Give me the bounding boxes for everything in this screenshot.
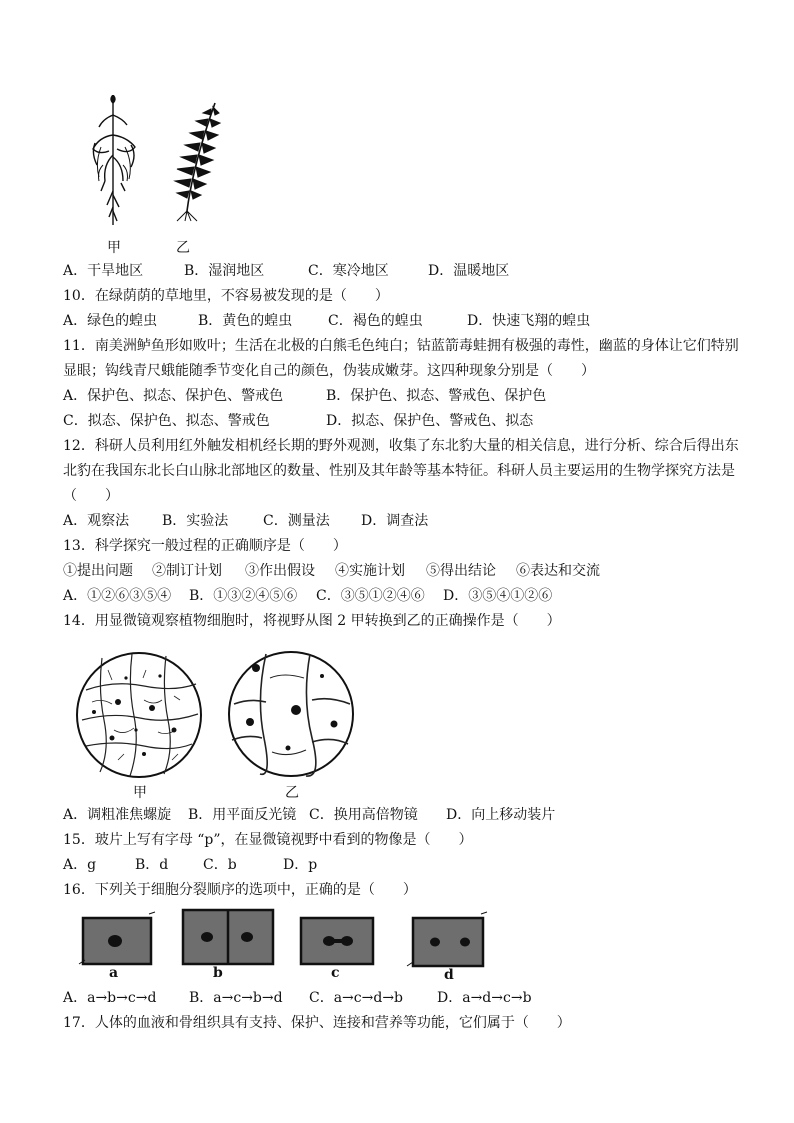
cell-a-drawing xyxy=(79,912,155,964)
cell-label-c: c xyxy=(331,965,340,981)
q14-option-d: D．向上移动装片 xyxy=(446,807,556,823)
field-label-a: 甲 xyxy=(133,785,147,801)
fern-plant-drawing xyxy=(175,103,220,221)
q14-stem: 14．用显微镜观察植物细胞时，将视野从图 2 甲转换到乙的正确操作是（ ） xyxy=(63,613,561,629)
q11-stem-line2: 显眼；钩线青尺蛾能随季节变化自己的颜色，伪装成嫩芽。这四种现象分别是（ ） xyxy=(63,363,595,379)
cell-label-a: a xyxy=(109,965,119,981)
q11-options-row2 xyxy=(63,412,533,430)
microscope-field-a xyxy=(74,650,204,780)
q10-stem: 10．在绿荫荫的草地里，不容易被发现的是（ ） xyxy=(63,288,389,304)
q15-option-d: D．p xyxy=(283,857,318,873)
q15-option-a: A．g xyxy=(63,857,97,873)
cell-division-figure xyxy=(75,906,495,982)
q10-option-a: A．绿色的蝗虫 xyxy=(63,313,158,329)
q9-options xyxy=(63,262,509,280)
q11-option-b: B．保护色、拟态、警戒色、保护色 xyxy=(326,388,547,404)
q11-stem-line1: 11．南美洲鲈鱼形如败叶；生活在北极的白熊毛色纯白；钴蓝箭毒蛙拥有极强的毒性，幽蓝的身体让它们特别 xyxy=(63,338,739,354)
q9-option-d: D．温暖地区 xyxy=(428,263,510,279)
plant-label-a: 甲 xyxy=(107,240,121,256)
cell-label-d: d xyxy=(444,967,454,983)
moss-plant-drawing xyxy=(93,95,135,225)
q12-option-c: C．测量法 xyxy=(263,513,330,529)
q14-options xyxy=(63,806,555,824)
cell-d-drawing xyxy=(407,912,487,966)
q13-options xyxy=(63,587,552,605)
q11-option-d: D．拟态、保护色、警戒色、拟态 xyxy=(326,413,534,429)
q10-options xyxy=(63,312,590,330)
q13-step-5: ⑤得出结论 xyxy=(426,563,496,579)
cell-b-drawing xyxy=(183,910,273,964)
plant-figure xyxy=(75,95,235,235)
q13-stem: 13．科学探究一般过程的正确顺序是（ ） xyxy=(63,538,347,554)
cell-c-drawing xyxy=(301,918,373,964)
q13-option-d: D．③⑤④①②⑥ xyxy=(443,588,553,604)
q9-option-a: A．干旱地区 xyxy=(63,263,144,279)
q11-option-a: A．保护色、拟态、保护色、警戒色 xyxy=(63,388,284,404)
q12-option-b: B．实验法 xyxy=(162,513,229,529)
q13-step-1: ①提出问题 xyxy=(63,563,133,579)
q15-option-b: B．d xyxy=(135,857,169,873)
q15-options xyxy=(63,856,317,874)
q13-option-c: C．③⑤①②④⑥ xyxy=(316,588,425,604)
q9-option-b: B．湿润地区 xyxy=(184,263,265,279)
q14-option-a: A．调粗准焦螺旋 xyxy=(63,807,172,823)
q13-step-3: ③作出假设 xyxy=(245,563,315,579)
q15-option-c: C．b xyxy=(203,857,237,873)
q13-step-2: ②制订计划 xyxy=(152,563,222,579)
q12-stem-line3: （ ） xyxy=(63,488,119,504)
q12-stem-line2: 北豹在我国东北长白山脉北部地区的数量、性别及其年龄等基本特征。科研人员主要运用的生物学探究方法是 xyxy=(63,463,735,479)
q13-option-a: A．①②⑥③⑤④ xyxy=(63,588,172,604)
q10-option-b: B．黄色的蝗虫 xyxy=(198,313,293,329)
q11-options-row1 xyxy=(63,387,546,405)
q12-option-a: A．观察法 xyxy=(63,513,130,529)
q11-option-c: C．拟态、保护色、拟态、警戒色 xyxy=(63,413,270,429)
plant-label-b: 乙 xyxy=(176,240,190,256)
q16-stem: 16．下列关于细胞分裂顺序的选项中，正确的是（ ） xyxy=(63,882,417,898)
q13-step-4: ④实施计划 xyxy=(335,563,405,579)
q16-option-d: D．a→d→c→b xyxy=(437,990,532,1006)
q16-option-c: C．a→c→d→b xyxy=(309,990,404,1006)
q14-option-b: B．用平面反光镜 xyxy=(188,807,297,823)
q12-option-d: D．调查法 xyxy=(361,513,429,529)
q14-option-c: C．换用高倍物镜 xyxy=(309,807,418,823)
microscope-field-b xyxy=(226,648,356,780)
q13-option-b: B．①③②④⑤⑥ xyxy=(189,588,298,604)
cell-label-b: b xyxy=(213,965,223,981)
q13-steps xyxy=(63,562,600,580)
q9-option-c: C．寒冷地区 xyxy=(308,263,389,279)
q13-step-6: ⑥表达和交流 xyxy=(516,563,600,579)
q12-options xyxy=(63,512,428,530)
q10-option-c: C．褐色的蝗虫 xyxy=(328,313,423,329)
q17-stem: 17．人体的血液和骨组织具有支持、保护、连接和营养等功能，它们属于（ ） xyxy=(63,1015,571,1031)
q16-option-a: A．a→b→c→d xyxy=(63,990,157,1006)
q15-stem: 15．玻片上写有字母 “p”，在显微镜视野中看到的物像是（ ） xyxy=(63,832,473,848)
q10-option-d: D．快速飞翔的蝗虫 xyxy=(467,313,591,329)
field-label-b: 乙 xyxy=(285,785,299,801)
q16-options xyxy=(63,989,532,1007)
q12-stem-line1: 12．科研人员利用红外触发相机经长期的野外观测，收集了东北豹大量的相关信息，进行分析、综合后得出东 xyxy=(63,438,739,454)
q16-option-b: B．a→c→b→d xyxy=(189,990,283,1006)
